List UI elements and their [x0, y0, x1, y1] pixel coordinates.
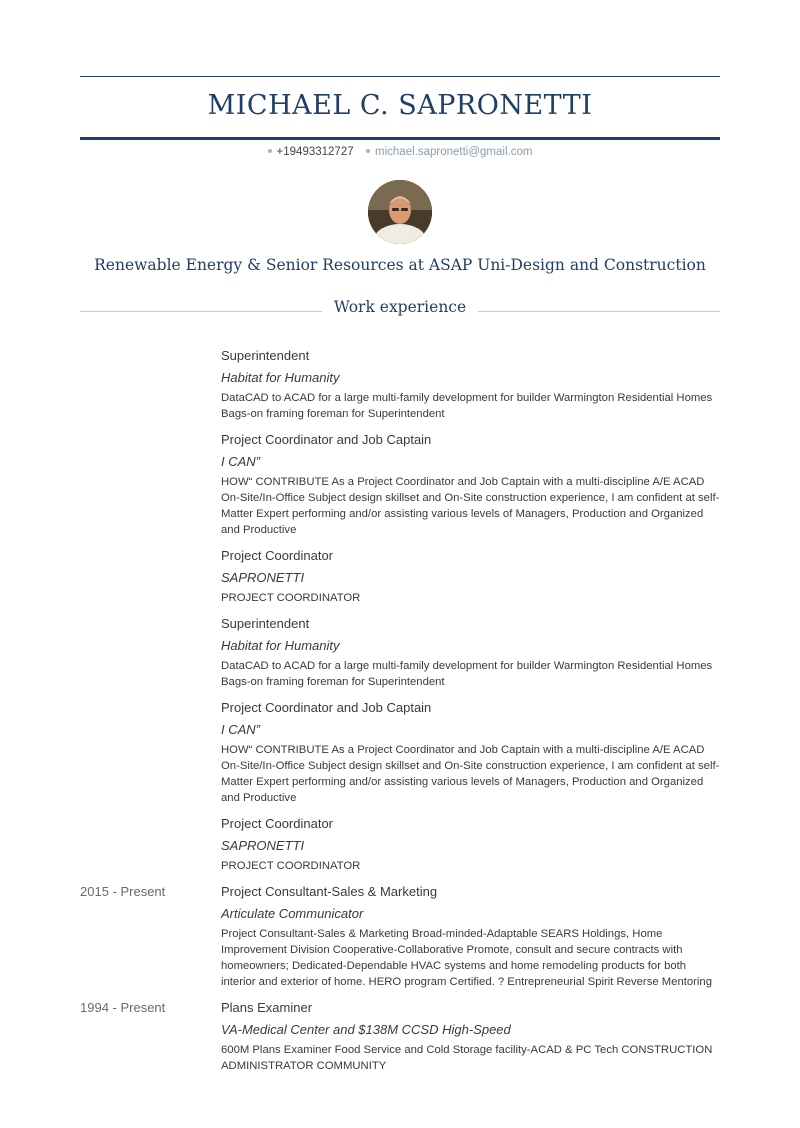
entry-role: Project Coordinator and Job Captain — [221, 432, 432, 447]
entry-description: DataCAD to ACAD for a large multi-family development for builder Warmington Residential Homes Bags-on framing foreman for Superintendent — [221, 660, 713, 688]
experience-entry — [0, 698, 800, 806]
phone-number[interactable]: +19493312727 — [276, 146, 354, 158]
entry-organization: Habitat for Humanity — [221, 638, 340, 653]
entry-date: 2015 - Present — [80, 884, 166, 899]
experience-entry — [0, 546, 800, 606]
top-rule — [80, 76, 720, 77]
entry-description: Project Consultant-Sales & Marketing Broad-minded-Adaptable SEARS Holdings, Home Improvement Division Cooperative-Collaborative Promote, consult and secure contracts with homeowners; Dedicated-Dependable HVAC systems and home remodeling products for both interior and exterior of home. HERO program Certified. ? Entrepreneurial Spirit Reverse Mentoring — [221, 928, 713, 988]
entry-organization: Articulate Communicator — [221, 906, 364, 921]
entry-description: HOW“ CONTRIBUTE As a Project Coordinator and Job Captain with a multi-discipline A/E ACAD On-Site/In-Office Subject design skillset and On-Site construction experience, I am confident at self- Matter Expert performing and/or assisting various levels of Managers, Production and Organized and Productive — [221, 744, 720, 804]
entry-description: DataCAD to ACAD for a large multi-family development for builder Warmington Residential Homes Bags-on framing foreman for Superintendent — [221, 392, 713, 420]
email-address[interactable]: michael.sapronetti@gmail.com — [375, 146, 533, 158]
entry-role: Plans Examiner — [221, 1000, 313, 1015]
work-experience-heading — [80, 298, 720, 320]
divider-right — [478, 311, 720, 312]
experience-entry — [0, 346, 800, 422]
experience-entry — [0, 998, 800, 1074]
entry-role: Project Coordinator — [221, 816, 333, 831]
entry-organization: SAPRONETTI — [221, 838, 305, 853]
entry-role: Superintendent — [221, 348, 310, 363]
bullet-icon — [268, 149, 272, 153]
experience-entry — [0, 430, 800, 538]
experience-entry — [0, 614, 800, 690]
entry-role: Project Consultant-Sales & Marketing — [221, 884, 438, 899]
bullet-icon — [366, 149, 370, 153]
experience-list — [0, 346, 800, 1082]
entry-organization: Habitat for Humanity — [221, 370, 340, 385]
section-title: Work experience — [333, 298, 467, 316]
name-underline — [80, 137, 720, 140]
experience-entry — [0, 882, 800, 990]
entry-date: 1994 - Present — [80, 1000, 166, 1015]
contact-line — [0, 146, 800, 158]
entry-description: PROJECT COORDINATOR — [221, 592, 361, 604]
entry-role: Project Coordinator — [221, 548, 333, 563]
experience-entry — [0, 814, 800, 874]
profile-photo — [368, 180, 432, 244]
entry-organization: I CAN” — [221, 454, 260, 469]
entry-organization: SAPRONETTI — [221, 570, 305, 585]
entry-description: HOW“ CONTRIBUTE As a Project Coordinator and Job Captain with a multi-discipline A/E ACAD On-Site/In-Office Subject design skillset and On-Site construction experience, I am confident at self- Matter Expert performing and/or assisting various levels of Managers, Production and Organized and Productive — [221, 476, 720, 536]
candidate-name: MICHAEL C. SAPRONETTI — [207, 90, 593, 121]
entry-description: 600M Plans Examiner Food Service and Cold Storage facility-ACAD & PC Tech CONSTRUCTION ADMINISTRATOR COMMUNITY — [221, 1044, 713, 1072]
entry-role: Project Coordinator and Job Captain — [221, 700, 432, 715]
entry-organization: I CAN” — [221, 722, 260, 737]
entry-role: Superintendent — [221, 616, 310, 631]
entry-description: PROJECT COORDINATOR — [221, 860, 361, 872]
entry-organization: VA-Medical Center and $138M CCSD High-Speed — [221, 1022, 511, 1037]
professional-headline: Renewable Energy & Senior Resources at ASAP Uni-Design and Construction — [94, 256, 706, 274]
